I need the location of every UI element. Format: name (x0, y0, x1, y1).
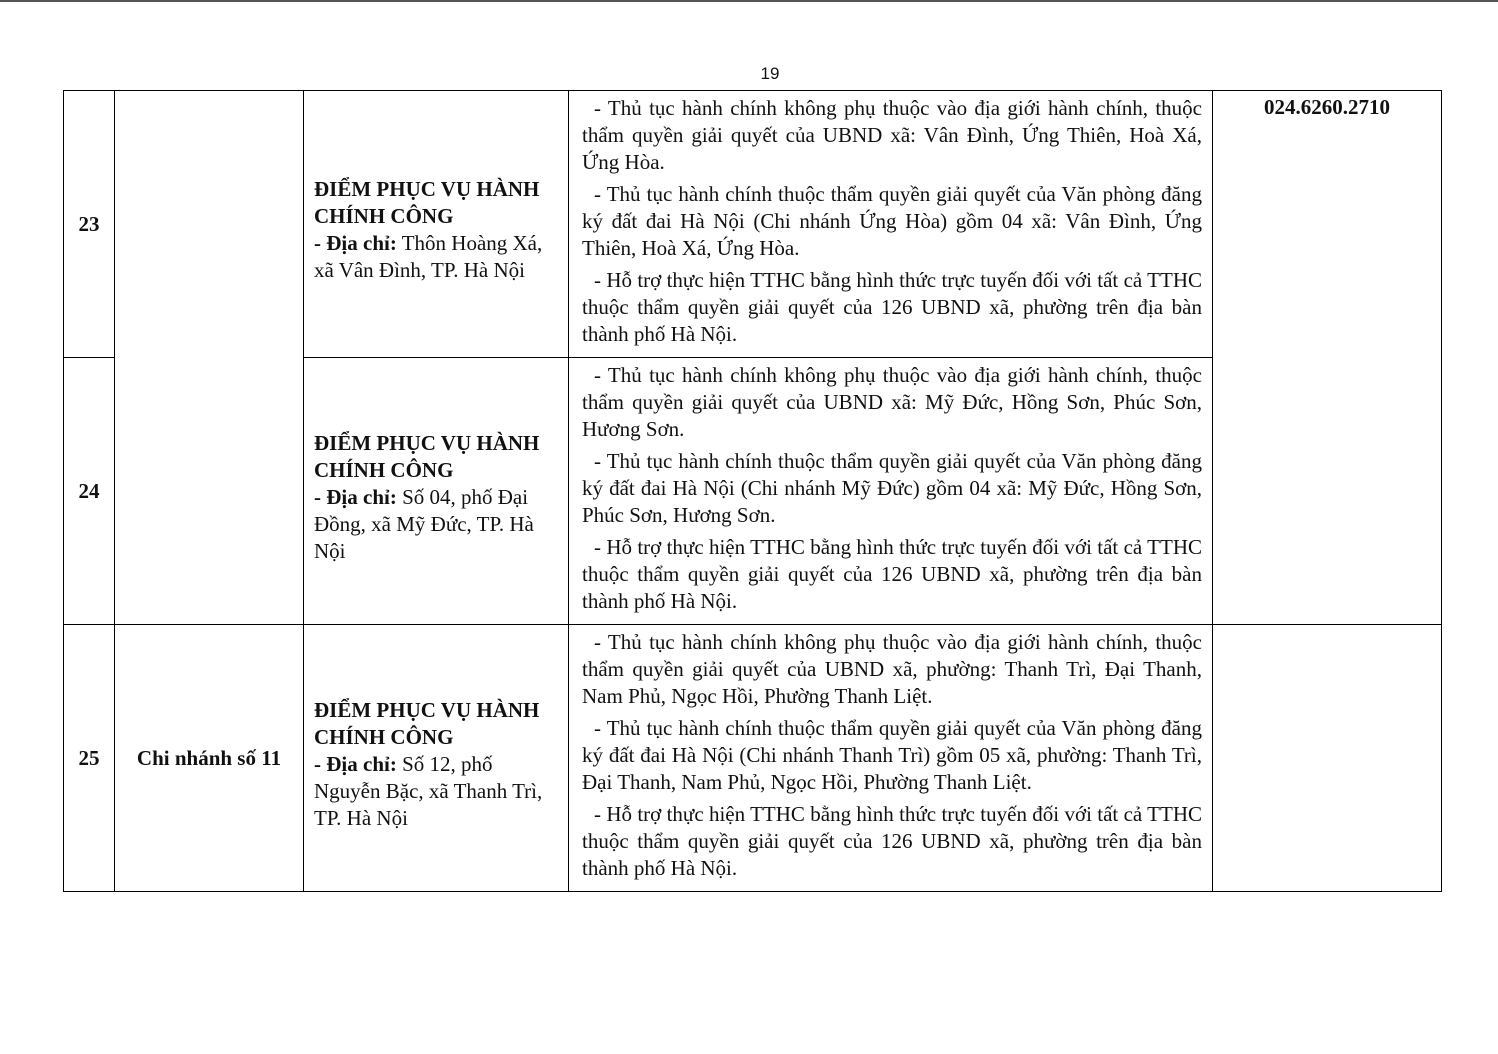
service-point-title: ĐIỂM PHỤC VỤ HÀNH CHÍNH CÔNG (314, 430, 540, 482)
address-value: Thôn Hoàng Xá, xã Vân Đình, TP. Hà Nội (314, 231, 543, 282)
scope-paragraph: - Hỗ trợ thực hiện TTHC bằng hình thức trực tuyến đối với tất cả TTHC thuộc thẩm quyền giải quyết của 126 UBND xã, phường trên địa bàn thành phố Hà Nội. (582, 802, 1202, 880)
service-point-title: ĐIỂM PHỤC VỤ HÀNH CHÍNH CÔNG (314, 697, 540, 749)
scope-paragraph: - Thủ tục hành chính thuộc thẩm quyền giải quyết của Văn phòng đăng ký đất đai Hà Nội (Chi nhánh Thanh Trì) gồm 05 xã, phường: Thanh Trì, Đại Thanh, Nam Phủ, Ngọc Hồi, Phường Thanh Liệt. (582, 716, 1202, 794)
service-point-address (314, 484, 558, 565)
scope-paragraph: - Thủ tục hành chính không phụ thuộc vào địa giới hành chính, thuộc thẩm quyền giải quyết của UBND xã: Mỹ Đức, Hồng Sơn, Phúc Sơn, Hương Sơn. (582, 363, 1202, 441)
hotline-cell: 024.6260.2710 (1213, 91, 1442, 625)
branch-cell: Chi nhánh số 11 (115, 625, 304, 892)
address-value: Số 04, phố Đại Đồng, xã Mỹ Đức, TP. Hà Nội (314, 484, 534, 563)
row-number-cell: 25 (64, 625, 115, 892)
scope-paragraph: - Thủ tục hành chính không phụ thuộc vào địa giới hành chính, thuộc thẩm quyền giải quyết của UBND xã: Vân Đình, Ứng Thiên, Hoà Xá, Ứng Hòa. (582, 96, 1202, 174)
row-number-cell: 23 (64, 91, 115, 358)
scope-paragraph: - Hỗ trợ thực hiện TTHC bằng hình thức trực tuyến đối với tất cả TTHC thuộc thẩm quyền giải quyết của 126 UBND xã, phường trên địa bàn thành phố Hà Nội. (582, 535, 1202, 613)
scope-paragraph: - Thủ tục hành chính thuộc thẩm quyền giải quyết của Văn phòng đăng ký đất đai Hà Nội (Chi nhánh Ứng Hòa) gồm 04 xã: Vân Đình, Ứng Thiên, Hoà Xá, Ứng Hòa. (582, 182, 1202, 260)
scope-cell (569, 91, 1213, 358)
service-point-title: ĐIỂM PHỤC VỤ HÀNH CHÍNH CÔNG (314, 177, 540, 228)
scope-paragraph: - Thủ tục hành chính không phụ thuộc vào địa giới hành chính, thuộc thẩm quyền giải quyết của UBND xã, phường: Thanh Trì, Đại Thanh, Nam Phủ, Ngọc Hồi, Phường Thanh Liệt. (582, 630, 1202, 708)
page-number: 19 (760, 64, 780, 83)
hotline-cell-empty (1213, 625, 1442, 892)
table-row (64, 91, 1442, 358)
address-label: - Địa chỉ: (314, 231, 397, 255)
scope-paragraph: - Hỗ trợ thực hiện TTHC bằng hình thức trực tuyến đối với tất cả TTHC thuộc thẩm quyền giải quyết của 126 UBND xã, phường trên địa bàn thành phố Hà Nội. (582, 268, 1202, 346)
table-row (64, 625, 1442, 892)
service-points-table (63, 90, 1442, 892)
top-border-line (0, 0, 1498, 2)
service-point-cell (304, 625, 569, 892)
branch-cell-empty (115, 91, 304, 625)
scope-cell (569, 358, 1213, 625)
service-point-cell (304, 358, 569, 625)
address-label: - Địa chỉ: (314, 751, 397, 776)
row-number-cell: 24 (64, 358, 115, 625)
address-value: Số 12, phố Nguyễn Bặc, xã Thanh Trì, TP. Hà Nội (314, 751, 543, 830)
scope-cell (569, 625, 1213, 892)
service-point-cell (304, 91, 569, 358)
address-label: - Địa chỉ: (314, 484, 397, 509)
service-point-address (314, 230, 558, 284)
service-point-address (314, 751, 558, 832)
scope-paragraph: - Thủ tục hành chính thuộc thẩm quyền giải quyết của Văn phòng đăng ký đất đai Hà Nội (Chi nhánh Mỹ Đức) gồm 04 xã: Mỹ Đức, Hồng Sơn, Phúc Sơn, Hương Sơn. (582, 449, 1202, 527)
